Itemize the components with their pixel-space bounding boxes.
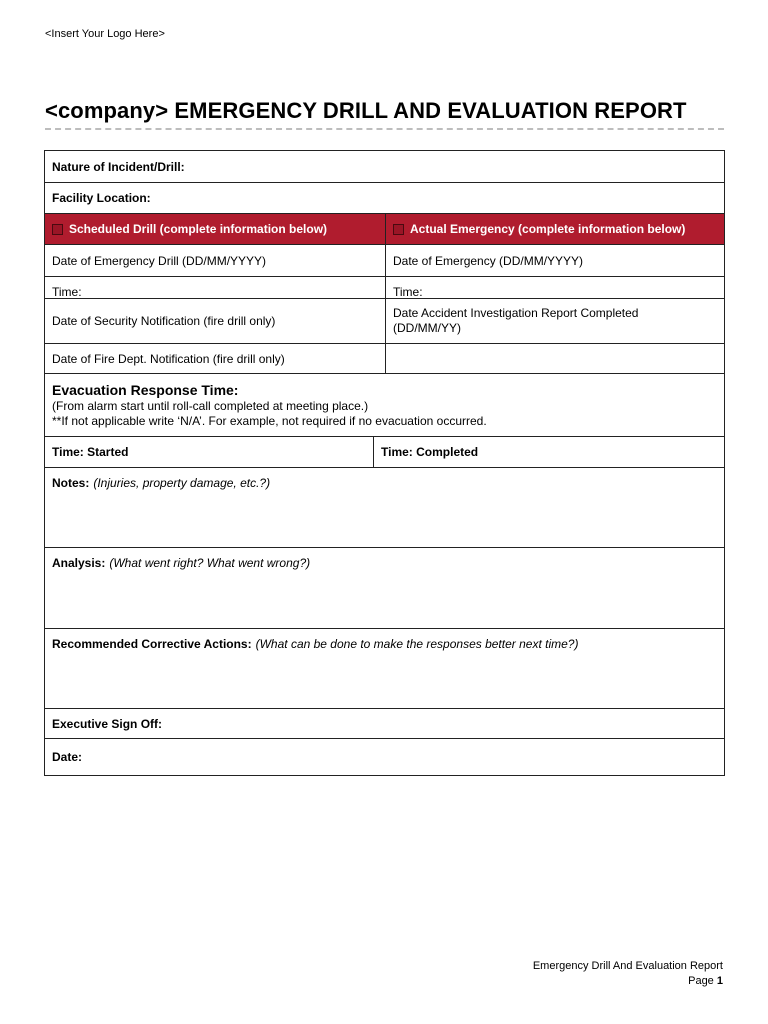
security-notification-label: Date of Security Notification (fire drill only) [52, 314, 276, 328]
footer-page-number: 1 [716, 975, 723, 987]
evacuation-section [45, 374, 724, 436]
evacuation-row [45, 373, 724, 436]
corrective-row [45, 628, 724, 708]
signoff-date-field[interactable] [45, 739, 724, 775]
scheduled-drill-checkbox[interactable] [52, 224, 63, 235]
footer-page-indicator [533, 974, 723, 989]
page-footer [533, 959, 723, 989]
evacuation-heading: Evacuation Response Time: [52, 381, 239, 398]
location-field[interactable] [45, 183, 724, 213]
scheduled-drill-label: Scheduled Drill (complete information below) [69, 222, 328, 236]
time-row [45, 276, 724, 298]
actual-emergency-label: Actual Emergency (complete information below) [410, 222, 686, 236]
location-label: Facility Location: [52, 191, 151, 205]
date-row [45, 244, 724, 276]
notes-hint: (Injuries, property damage, etc.?) [93, 476, 271, 490]
page-title: <company> EMERGENCY DRILL AND EVALUATION REPORT [45, 98, 687, 123]
date-drill-field[interactable] [45, 245, 385, 276]
evacuation-time-row [45, 436, 724, 467]
signoff-row [45, 708, 724, 738]
nature-row [45, 151, 724, 182]
logo-placeholder: <Insert Your Logo Here> [45, 28, 165, 40]
analysis-field[interactable] [45, 548, 724, 628]
corrective-actions-label: Recommended Corrective Actions: [52, 637, 252, 651]
time-left-label: Time: [52, 285, 82, 298]
notes-field[interactable] [45, 468, 724, 547]
corrective-actions-field[interactable] [45, 629, 724, 708]
nature-field[interactable] [45, 151, 724, 182]
drill-type-row [45, 213, 724, 244]
actual-emergency-option[interactable] [385, 214, 724, 244]
location-row [45, 182, 724, 213]
notes-label: Notes: [52, 476, 90, 490]
notification-row [45, 298, 724, 343]
title-divider [45, 128, 724, 130]
date-drill-label: Date of Emergency Drill (DD/MM/YYYY) [52, 253, 267, 268]
evacuation-note-2: **If not applicable write ‘N/A’. For example, not required if no evacuation occurred. [52, 413, 487, 428]
time-started-field[interactable] [45, 437, 373, 467]
analysis-hint: (What went right? What went wrong?) [109, 556, 311, 570]
fire-dept-field[interactable] [45, 344, 385, 373]
fire-dept-blank-cell[interactable] [385, 344, 724, 373]
date-signoff-row [45, 738, 724, 775]
fire-dept-row [45, 343, 724, 373]
time-left-field[interactable] [45, 277, 385, 298]
executive-signoff-field[interactable] [45, 709, 724, 738]
accident-report-label-line1: Date Accident Investigation Report Completed [393, 306, 639, 320]
accident-report-label-line2: (DD/MM/YY) [393, 321, 461, 335]
scheduled-drill-option[interactable] [45, 214, 385, 244]
time-completed-field[interactable] [373, 437, 724, 467]
executive-signoff-label: Executive Sign Off: [52, 716, 163, 731]
footer-page-label: Page [688, 975, 714, 987]
analysis-label: Analysis: [52, 556, 106, 570]
fire-dept-label: Date of Fire Dept. Notification (fire drill only) [52, 351, 285, 366]
drill-report-form [44, 150, 725, 776]
accident-report-field[interactable] [385, 299, 724, 343]
date-emergency-field[interactable] [385, 245, 724, 276]
time-started-label: Time: Started [52, 445, 129, 459]
footer-doc-title: Emergency Drill And Evaluation Report [532, 960, 723, 972]
notes-row [45, 467, 724, 547]
analysis-row [45, 547, 724, 628]
time-completed-label: Time: Completed [381, 445, 479, 459]
signoff-date-label: Date: [52, 750, 83, 764]
corrective-actions-hint: (What can be done to make the responses better next time?) [255, 637, 579, 651]
security-notification-field[interactable] [45, 299, 385, 343]
time-right-label: Time: [393, 285, 423, 298]
actual-emergency-checkbox[interactable] [393, 224, 404, 235]
date-emergency-label: Date of Emergency (DD/MM/YYYY) [393, 253, 584, 268]
nature-label: Nature of Incident/Drill: [52, 159, 185, 174]
evacuation-note-1: (From alarm start until roll-call completed at meeting place.) [52, 398, 369, 413]
time-right-field[interactable] [385, 277, 724, 298]
